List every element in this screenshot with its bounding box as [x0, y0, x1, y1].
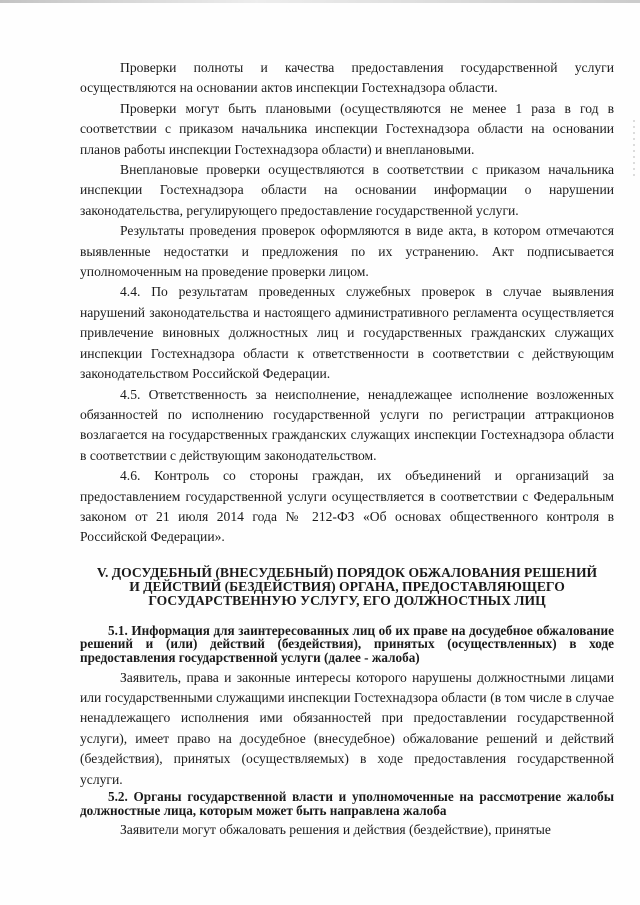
paragraph-5-1: Заявитель, права и законные интересы которого нарушены должностными лицами или государственными служащими инспекции Гостехнадзора области (в том числе в случае ненадлежащего исполнения ими обязанностей при предоставлении государственной услуги), имеет право на досудебное (внесудебное) обжалование решений и действий (бездействия), принятых (осуществляемых) в ходе предоставления государственной услуги.	[80, 669, 614, 787]
scan-top-edge	[0, 0, 640, 3]
paragraph-planned-checks: Проверки могут быть плановыми (осуществляются не менее 1 раза в год в соответствии с приказом начальника инспекции Гостехнадзора области на основании планов работы инспекции Гостехнадзора области) и внеплановыми.	[80, 100, 614, 157]
paragraph-check-results: Результаты проведения проверок оформляются в виде акта, в котором отмечаются выявленные недостатки и предложения по их устранению. Акт подписывается уполномоченным на проведение проверки лицом.	[80, 223, 614, 280]
paragraph-4-5: 4.5. Ответственность за неисполнение, ненадлежащее исполнение возложенных обязанностей по исполнению государственной услуги по регистрации аттракционов возлагается на государственных гражданских служащих инспекции Гостехнадзора области в соответствии с действующим законодательством.	[80, 386, 614, 463]
paragraph-4-4: 4.4. По результатам проведенных служебных проверок в случае выявления нарушений законодательства и настоящего административного регламента осуществляется привлечение виновных должностных лиц и государственных гражданских служащих инспекции Гостехнадзора области к ответственности в соответствии с действующим законодательством Российской Федерации.	[80, 284, 614, 382]
subheading-5-1: 5.1. Информация для заинтересованных лиц об их праве на досудебное обжалование решений и (или) действий (бездействия), принятых (осуществленных) в ходе предоставления государственной услуги (далее - жалоба)	[80, 622, 614, 665]
paragraph-4-6: 4.6. Контроль со стороны граждан, их объединений и организаций за предоставлением государственной услуги осуществляется в соответствии с Федеральным законом от 21 июля 2014 года № 212-ФЗ «Об основах общественного контроля в Российской Федерации».	[80, 468, 614, 545]
paragraph-checks-basis: Проверки полноты и качества предоставления государственной услуги осуществляются на основании актов инспекции Гостехнадзора области.	[80, 60, 614, 96]
section-heading-v: V. ДОСУДЕБНЫЙ (ВНЕСУДЕБНЫЙ) ПОРЯДОК ОБЖАЛОВАНИЯ РЕШЕНИЙ И ДЕЙСТВИЙ (БЕЗДЕЙСТВИЯ) ОРГАНА, ПРЕДОСТАВЛЯЮЩЕГО ГОСУДАРСТВЕННУЮ УСЛУГУ, ЕГО ДОЛЖНОСТНЫХ ЛИЦ	[96, 564, 598, 608]
scan-side-marks	[633, 120, 635, 180]
subheading-5-2: 5.2. Органы государственной власти и уполномоченные на рассмотрение жалобы должностные лица, которым может быть направлена жалоба	[80, 788, 614, 818]
paragraph-unplanned-checks: Внеплановые проверки осуществляются в соответствии с приказом начальника инспекции Гостехнадзора области на основании информации о нарушении законодательства, регулирующего предоставление государственной услуги.	[80, 162, 614, 218]
paragraph-5-2: Заявители могут обжаловать решения и действия (бездействие), принятые	[120, 822, 551, 838]
